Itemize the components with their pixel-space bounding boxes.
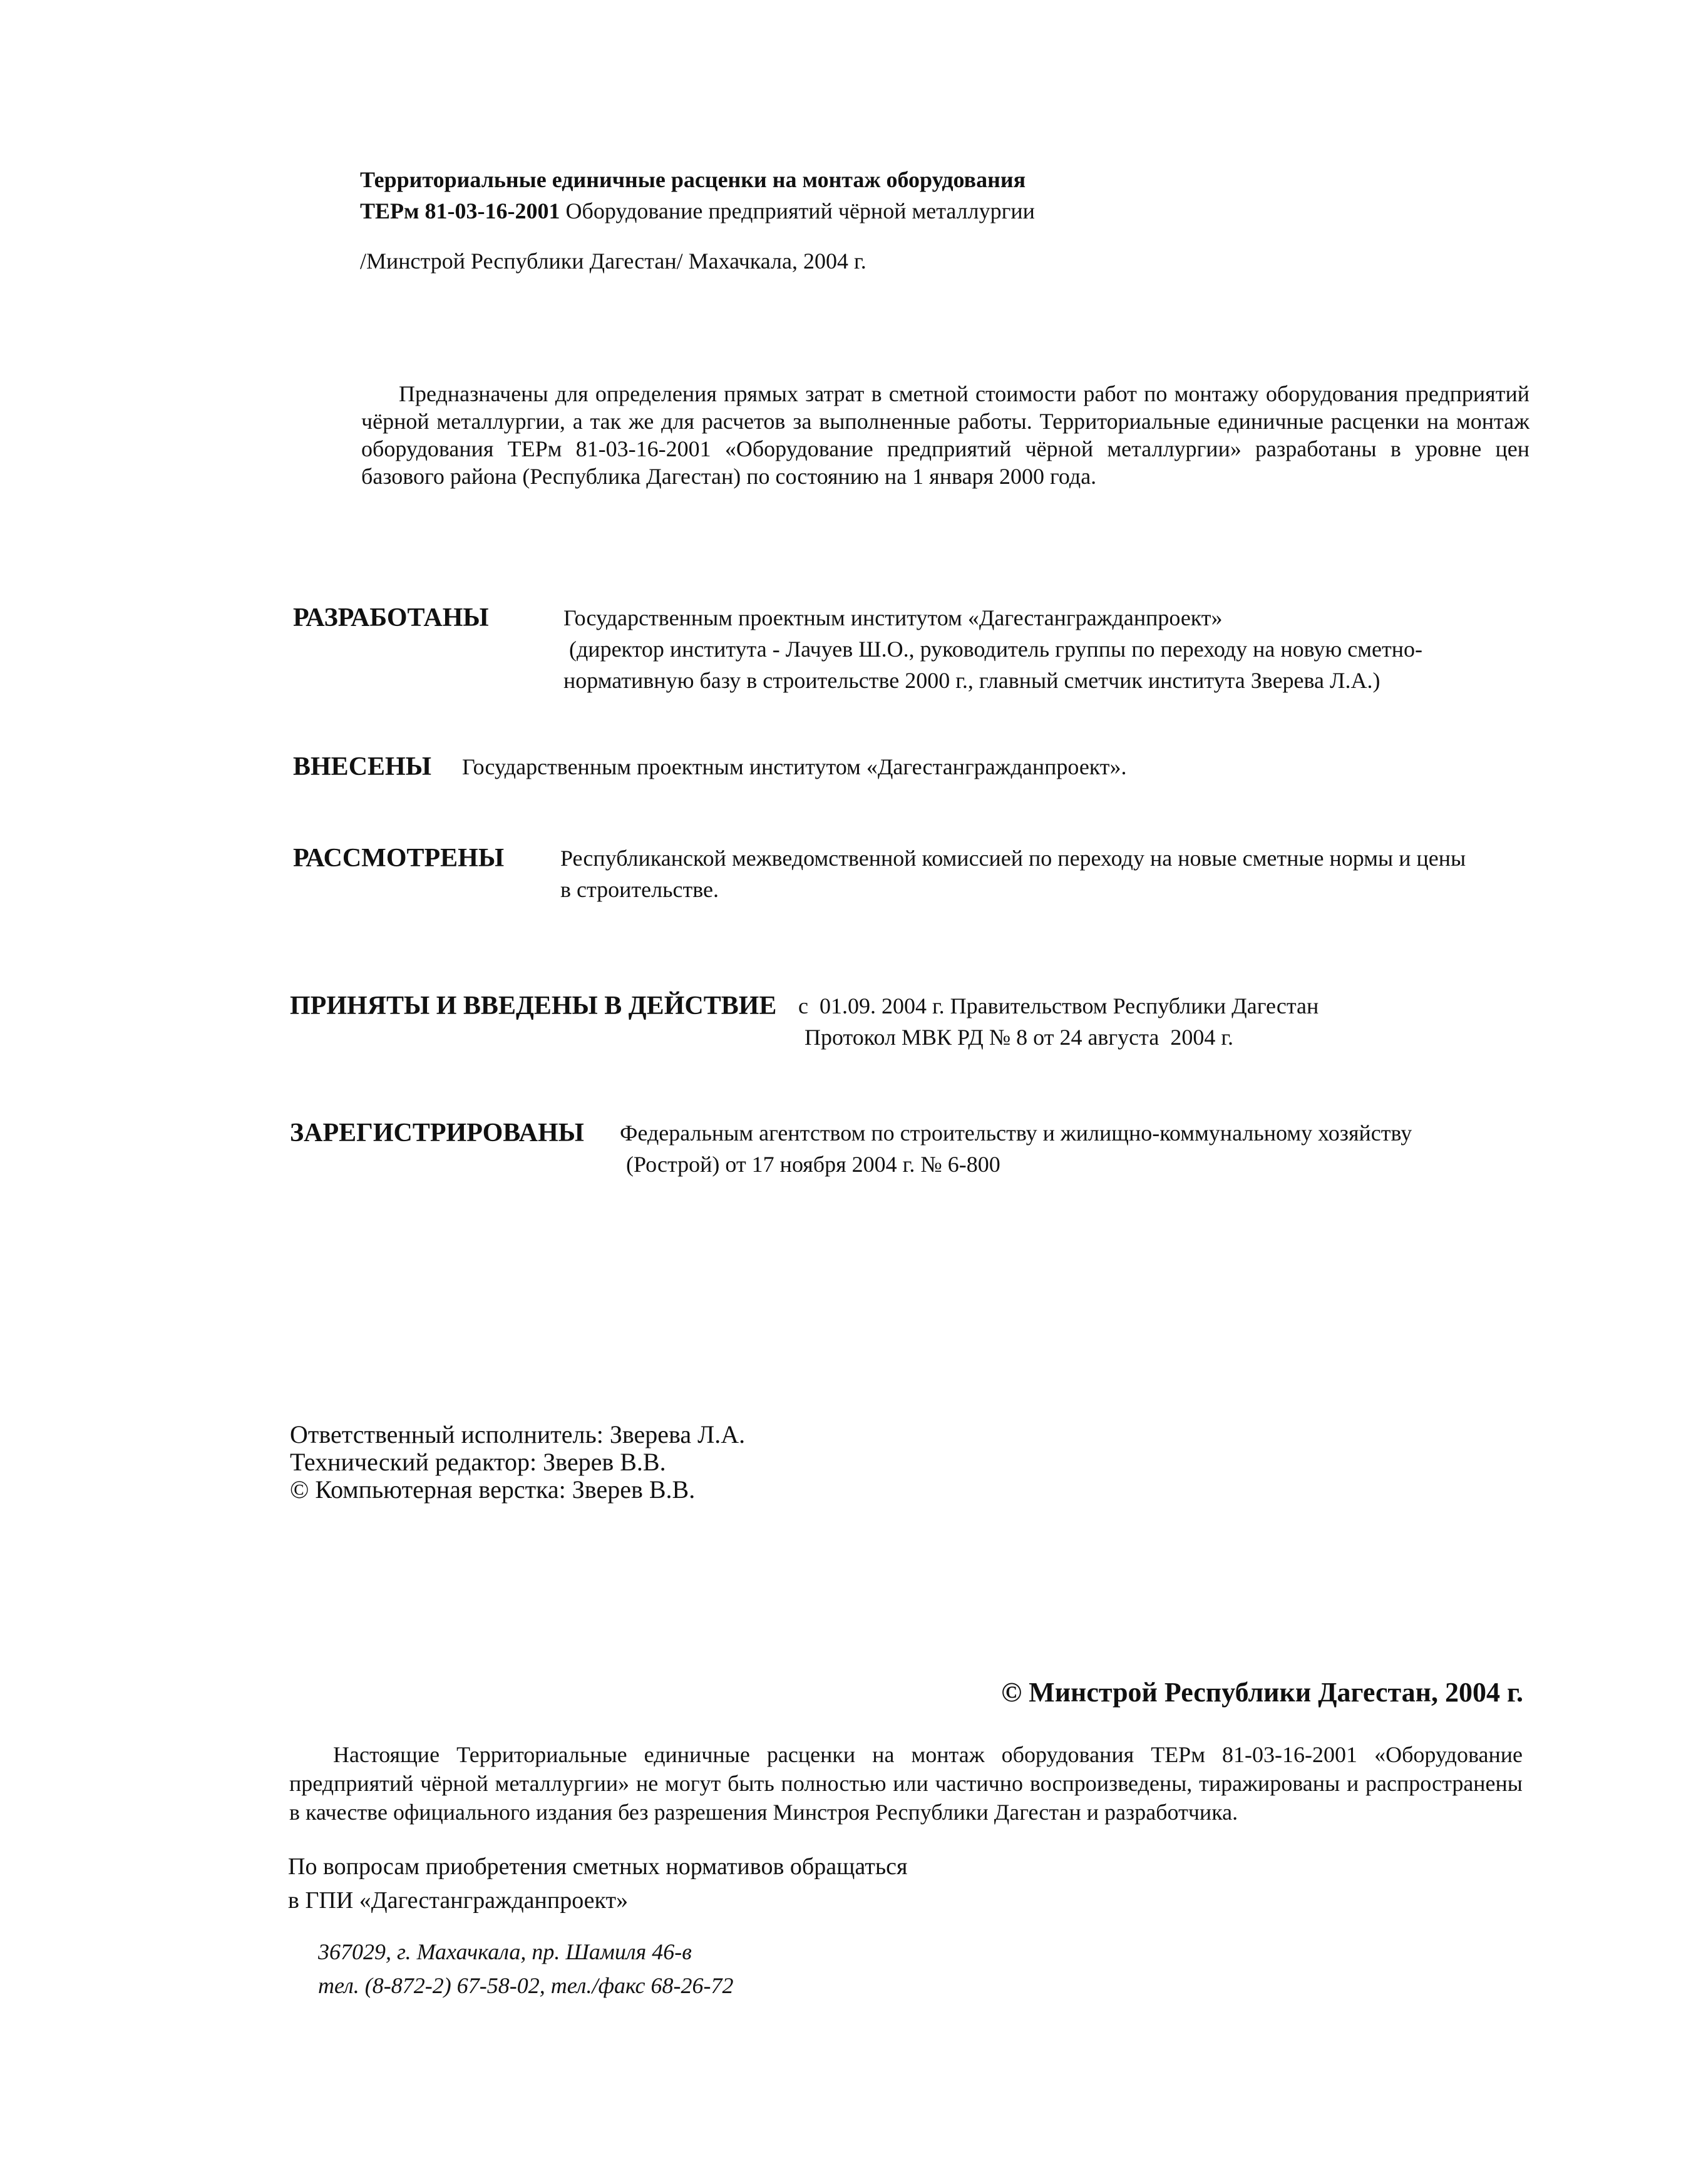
label-adopted: ПРИНЯТЫ И ВВЕДЕНЫ В ДЕЙСТВИЕ xyxy=(290,992,777,1020)
registered-line-1: Федеральным агентством по строительству и жилищно-коммунальному хозяйству xyxy=(620,1120,1412,1146)
staff-layout: © Компьютерная верстка: Зверев В.В. xyxy=(290,1475,696,1504)
document-subtitle: Оборудование предприятий чёрной металлургии xyxy=(565,198,1035,223)
contact-line-2: в ГПИ «Дагестангражданпроект» xyxy=(288,1887,629,1914)
document-code: ТЕРм 81-03-16-2001 xyxy=(360,198,560,223)
label-reviewed: РАССМОТРЕНЫ xyxy=(293,844,505,873)
label-registered: ЗАРЕГИСТРИРОВАНЫ xyxy=(290,1119,584,1147)
staff-responsible: Ответственный исполнитель: Зверева Л.А. xyxy=(290,1420,746,1448)
document-code-line xyxy=(360,195,1035,227)
staff-editor: Технический редактор: Зверев В.В. xyxy=(290,1448,666,1476)
submitted-text: Государственным проектным институтом «Дагестангражданпроект». xyxy=(462,754,1127,779)
intro-paragraph: Предназначены для определения прямых затрат в сметной стоимости работ по монтажу оборудования предприятий чёрной металлургии, а так же для расчетов за выполненные работы. Территориальные единичные расценки на монтаж оборудования ТЕРм 81-03-16-2001 «Оборудование предприятий чёрной металлургии» разработаны в уровне цен базового района (Республика Дагестан) по состоянию на 1 января 2000 года. xyxy=(361,381,1529,489)
reviewed-line-1: Республиканской межведомственной комиссией по переходу на новые сметные нормы и цены xyxy=(560,846,1466,871)
document-title: Территориальные единичные расценки на монтаж оборудования xyxy=(360,167,1026,192)
reviewed-line-2: в строительстве. xyxy=(560,877,719,902)
publisher-line: /Минстрой Республики Дагестан/ Махачкала, 2004 г. xyxy=(360,249,866,274)
copyright-line: © Минстрой Республики Дагестан, 2004 г. xyxy=(1001,1677,1523,1708)
contact-address: 367029, г. Махачкала, пр. Шамиля 46-в xyxy=(318,1939,692,1964)
registered-line-2: (Рострой) от 17 ноября 2004 г. № 6-800 xyxy=(626,1152,1000,1177)
developed-line-1: Государственным проектным институтом «Дагестангражданпроект» xyxy=(563,605,1223,630)
adopted-line-1: с 01.09. 2004 г. Правительством Республики Дагестан xyxy=(798,993,1319,1018)
contact-phone: тел. (8-872-2) 67-58-02, тел./факс 68-26-72 xyxy=(318,1973,734,1998)
label-submitted: ВНЕСЕНЫ xyxy=(293,752,431,781)
copyright-notice: Настоящие Территориальные единичные расценки на монтаж оборудования ТЕРм 81-03-16-2001 «Оборудование предприятий чёрной металлургии» не могут быть полностью или частично воспроизведены, тиражированы и распространены в качестве официального издания без разрешения Минстроя Республики Дагестан и разработчика. xyxy=(289,1742,1523,1825)
contact-line-1: По вопросам приобретения сметных нормативов обращаться xyxy=(288,1853,908,1880)
developed-line-2: (директор института - Лачуев Ш.О., руководитель группы по переходу на новую сметно- xyxy=(563,637,1423,662)
adopted-line-2: Протокол МВК РД № 8 от 24 августа 2004 г. xyxy=(805,1025,1234,1050)
label-developed: РАЗРАБОТАНЫ xyxy=(293,603,489,632)
developed-line-3: нормативную базу в строительстве 2000 г., главный сметчик института Зверева Л.А.) xyxy=(563,668,1380,693)
